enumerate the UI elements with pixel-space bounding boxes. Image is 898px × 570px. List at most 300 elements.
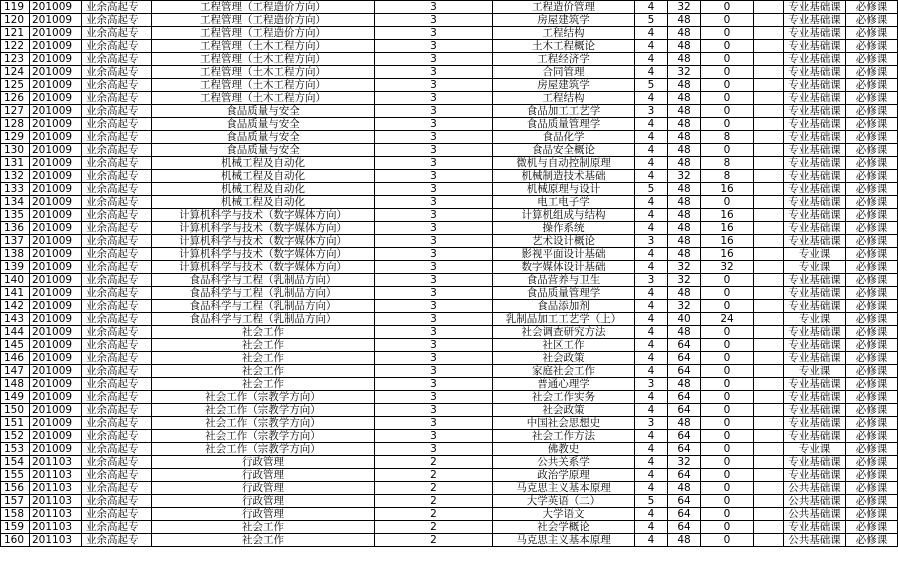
empty-cell[interactable] — [754, 430, 784, 443]
row-number-cell[interactable]: 134 — [1, 196, 30, 209]
course-name-cell[interactable]: 工程造价管理 — [493, 1, 635, 14]
hours-cell[interactable]: 48 — [668, 235, 701, 248]
course-category-cell[interactable]: 专业基础课 — [784, 92, 846, 105]
hours-cell[interactable]: 64 — [668, 365, 701, 378]
course-name-cell[interactable]: 大学英语（二） — [493, 495, 635, 508]
requirement-cell[interactable]: 必修课 — [846, 1, 898, 14]
term-code-cell[interactable]: 201009 — [30, 326, 82, 339]
lab-hours-cell[interactable]: 8 — [701, 131, 754, 144]
requirement-cell[interactable]: 必修课 — [846, 378, 898, 391]
row-number-cell[interactable]: 153 — [1, 443, 30, 456]
row-number-cell[interactable]: 136 — [1, 222, 30, 235]
credit-cell[interactable]: 3 — [635, 378, 668, 391]
credit-cell[interactable]: 5 — [635, 79, 668, 92]
study-type-cell[interactable]: 业余高起专 — [82, 79, 152, 92]
hours-cell[interactable]: 48 — [668, 248, 701, 261]
study-type-cell[interactable]: 业余高起专 — [82, 1, 152, 14]
lab-hours-cell[interactable]: 16 — [701, 235, 754, 248]
study-type-cell[interactable]: 业余高起专 — [82, 339, 152, 352]
duration-cell[interactable]: 3 — [375, 313, 493, 326]
major-cell[interactable]: 社会工作 — [152, 365, 375, 378]
course-name-cell[interactable]: 工程结构 — [493, 27, 635, 40]
credit-cell[interactable]: 4 — [635, 313, 668, 326]
term-code-cell[interactable]: 201009 — [30, 170, 82, 183]
empty-cell[interactable] — [754, 391, 784, 404]
major-cell[interactable]: 社会工作 — [152, 326, 375, 339]
credit-cell[interactable]: 4 — [635, 209, 668, 222]
lab-hours-cell[interactable]: 0 — [701, 196, 754, 209]
requirement-cell[interactable]: 必修课 — [846, 261, 898, 274]
credit-cell[interactable]: 4 — [635, 144, 668, 157]
study-type-cell[interactable]: 业余高起专 — [82, 118, 152, 131]
credit-cell[interactable]: 4 — [635, 326, 668, 339]
major-cell[interactable]: 社会工作（宗教学方向） — [152, 391, 375, 404]
lab-hours-cell[interactable]: 16 — [701, 248, 754, 261]
empty-cell[interactable] — [754, 352, 784, 365]
empty-cell[interactable] — [754, 27, 784, 40]
lab-hours-cell[interactable]: 0 — [701, 92, 754, 105]
duration-cell[interactable]: 3 — [375, 79, 493, 92]
hours-cell[interactable]: 48 — [668, 326, 701, 339]
row-number-cell[interactable]: 124 — [1, 66, 30, 79]
major-cell[interactable]: 社会工作（宗教学方向） — [152, 430, 375, 443]
requirement-cell[interactable]: 必修课 — [846, 430, 898, 443]
term-code-cell[interactable]: 201009 — [30, 183, 82, 196]
credit-cell[interactable]: 4 — [635, 430, 668, 443]
credit-cell[interactable]: 4 — [635, 222, 668, 235]
study-type-cell[interactable]: 业余高起专 — [82, 495, 152, 508]
hours-cell[interactable]: 64 — [668, 339, 701, 352]
credit-cell[interactable]: 3 — [635, 235, 668, 248]
study-type-cell[interactable]: 业余高起专 — [82, 170, 152, 183]
course-category-cell[interactable]: 专业课 — [784, 443, 846, 456]
credit-cell[interactable]: 5 — [635, 495, 668, 508]
major-cell[interactable]: 行政管理 — [152, 456, 375, 469]
credit-cell[interactable]: 4 — [635, 404, 668, 417]
hours-cell[interactable]: 32 — [668, 170, 701, 183]
study-type-cell[interactable]: 业余高起专 — [82, 378, 152, 391]
lab-hours-cell[interactable]: 0 — [701, 66, 754, 79]
duration-cell[interactable]: 3 — [375, 1, 493, 14]
hours-cell[interactable]: 48 — [668, 92, 701, 105]
course-name-cell[interactable]: 社会调查研究方法 — [493, 326, 635, 339]
major-cell[interactable]: 社会工作（宗教学方向） — [152, 404, 375, 417]
requirement-cell[interactable]: 必修课 — [846, 495, 898, 508]
lab-hours-cell[interactable]: 0 — [701, 495, 754, 508]
requirement-cell[interactable]: 必修课 — [846, 404, 898, 417]
course-category-cell[interactable]: 专业基础课 — [784, 209, 846, 222]
major-cell[interactable]: 机械工程及自动化 — [152, 196, 375, 209]
empty-cell[interactable] — [754, 40, 784, 53]
hours-cell[interactable]: 48 — [668, 157, 701, 170]
empty-cell[interactable] — [754, 66, 784, 79]
requirement-cell[interactable]: 必修课 — [846, 92, 898, 105]
hours-cell[interactable]: 48 — [668, 27, 701, 40]
study-type-cell[interactable]: 业余高起专 — [82, 144, 152, 157]
requirement-cell[interactable]: 必修课 — [846, 339, 898, 352]
requirement-cell[interactable]: 必修课 — [846, 222, 898, 235]
study-type-cell[interactable]: 业余高起专 — [82, 105, 152, 118]
hours-cell[interactable]: 48 — [668, 287, 701, 300]
empty-cell[interactable] — [754, 482, 784, 495]
lab-hours-cell[interactable]: 0 — [701, 287, 754, 300]
term-code-cell[interactable]: 201009 — [30, 248, 82, 261]
study-type-cell[interactable]: 业余高起专 — [82, 417, 152, 430]
lab-hours-cell[interactable]: 0 — [701, 118, 754, 131]
row-number-cell[interactable]: 154 — [1, 456, 30, 469]
credit-cell[interactable]: 4 — [635, 170, 668, 183]
lab-hours-cell[interactable]: 0 — [701, 300, 754, 313]
lab-hours-cell[interactable]: 0 — [701, 79, 754, 92]
credit-cell[interactable]: 4 — [635, 248, 668, 261]
course-name-cell[interactable]: 房屋建筑学 — [493, 14, 635, 27]
row-number-cell[interactable]: 159 — [1, 521, 30, 534]
empty-cell[interactable] — [754, 313, 784, 326]
credit-cell[interactable]: 3 — [635, 105, 668, 118]
credit-cell[interactable]: 5 — [635, 14, 668, 27]
major-cell[interactable]: 食品科学与工程（乳制品方向） — [152, 313, 375, 326]
course-name-cell[interactable]: 影视平面设计基础 — [493, 248, 635, 261]
term-code-cell[interactable]: 201009 — [30, 443, 82, 456]
hours-cell[interactable]: 40 — [668, 313, 701, 326]
lab-hours-cell[interactable]: 16 — [701, 183, 754, 196]
major-cell[interactable]: 行政管理 — [152, 469, 375, 482]
empty-cell[interactable] — [754, 209, 784, 222]
lab-hours-cell[interactable]: 0 — [701, 417, 754, 430]
requirement-cell[interactable]: 必修课 — [846, 235, 898, 248]
credit-cell[interactable]: 4 — [635, 131, 668, 144]
study-type-cell[interactable]: 业余高起专 — [82, 14, 152, 27]
course-name-cell[interactable]: 食品安全概论 — [493, 144, 635, 157]
lab-hours-cell[interactable]: 0 — [701, 482, 754, 495]
lab-hours-cell[interactable]: 0 — [701, 53, 754, 66]
term-code-cell[interactable]: 201009 — [30, 66, 82, 79]
requirement-cell[interactable]: 必修课 — [846, 326, 898, 339]
term-code-cell[interactable]: 201009 — [30, 92, 82, 105]
term-code-cell[interactable]: 201009 — [30, 378, 82, 391]
study-type-cell[interactable]: 业余高起专 — [82, 261, 152, 274]
requirement-cell[interactable]: 必修课 — [846, 27, 898, 40]
lab-hours-cell[interactable]: 0 — [701, 404, 754, 417]
requirement-cell[interactable]: 必修课 — [846, 170, 898, 183]
term-code-cell[interactable]: 201103 — [30, 456, 82, 469]
duration-cell[interactable]: 3 — [375, 170, 493, 183]
term-code-cell[interactable]: 201009 — [30, 40, 82, 53]
duration-cell[interactable]: 3 — [375, 209, 493, 222]
row-number-cell[interactable]: 123 — [1, 53, 30, 66]
study-type-cell[interactable]: 业余高起专 — [82, 508, 152, 521]
study-type-cell[interactable]: 业余高起专 — [82, 404, 152, 417]
major-cell[interactable]: 机械工程及自动化 — [152, 170, 375, 183]
lab-hours-cell[interactable]: 0 — [701, 14, 754, 27]
term-code-cell[interactable]: 201009 — [30, 209, 82, 222]
empty-cell[interactable] — [754, 326, 784, 339]
lab-hours-cell[interactable]: 0 — [701, 1, 754, 14]
course-name-cell[interactable]: 社会工作实务 — [493, 391, 635, 404]
course-name-cell[interactable]: 数字媒体设计基础 — [493, 261, 635, 274]
duration-cell[interactable]: 3 — [375, 287, 493, 300]
course-category-cell[interactable]: 专业基础课 — [784, 66, 846, 79]
term-code-cell[interactable]: 201009 — [30, 222, 82, 235]
duration-cell[interactable]: 3 — [375, 300, 493, 313]
requirement-cell[interactable]: 必修课 — [846, 443, 898, 456]
hours-cell[interactable]: 32 — [668, 300, 701, 313]
course-category-cell[interactable]: 专业基础课 — [784, 235, 846, 248]
course-name-cell[interactable]: 社会政策 — [493, 404, 635, 417]
duration-cell[interactable]: 3 — [375, 404, 493, 417]
major-cell[interactable]: 食品质量与安全 — [152, 118, 375, 131]
row-number-cell[interactable]: 127 — [1, 105, 30, 118]
course-name-cell[interactable]: 操作系统 — [493, 222, 635, 235]
requirement-cell[interactable]: 必修课 — [846, 300, 898, 313]
row-number-cell[interactable]: 143 — [1, 313, 30, 326]
course-category-cell[interactable]: 专业基础课 — [784, 326, 846, 339]
term-code-cell[interactable]: 201009 — [30, 144, 82, 157]
row-number-cell[interactable]: 144 — [1, 326, 30, 339]
hours-cell[interactable]: 64 — [668, 430, 701, 443]
term-code-cell[interactable]: 201009 — [30, 313, 82, 326]
requirement-cell[interactable]: 必修课 — [846, 157, 898, 170]
lab-hours-cell[interactable]: 0 — [701, 443, 754, 456]
duration-cell[interactable]: 3 — [375, 222, 493, 235]
row-number-cell[interactable]: 147 — [1, 365, 30, 378]
lab-hours-cell[interactable]: 0 — [701, 40, 754, 53]
term-code-cell[interactable]: 201009 — [30, 365, 82, 378]
course-category-cell[interactable]: 专业课 — [784, 261, 846, 274]
term-code-cell[interactable]: 201009 — [30, 300, 82, 313]
course-category-cell[interactable]: 专业基础课 — [784, 53, 846, 66]
major-cell[interactable]: 计算机科学与技术（数字媒体方向） — [152, 261, 375, 274]
empty-cell[interactable] — [754, 222, 784, 235]
term-code-cell[interactable]: 201009 — [30, 118, 82, 131]
course-name-cell[interactable]: 微机与自动控制原理 — [493, 157, 635, 170]
row-number-cell[interactable]: 133 — [1, 183, 30, 196]
credit-cell[interactable]: 4 — [635, 352, 668, 365]
course-category-cell[interactable]: 专业课 — [784, 313, 846, 326]
credit-cell[interactable]: 4 — [635, 508, 668, 521]
term-code-cell[interactable]: 201103 — [30, 482, 82, 495]
study-type-cell[interactable]: 业余高起专 — [82, 287, 152, 300]
study-type-cell[interactable]: 业余高起专 — [82, 313, 152, 326]
course-category-cell[interactable]: 专业基础课 — [784, 417, 846, 430]
term-code-cell[interactable]: 201009 — [30, 352, 82, 365]
credit-cell[interactable]: 5 — [635, 183, 668, 196]
hours-cell[interactable]: 48 — [668, 40, 701, 53]
row-number-cell[interactable]: 160 — [1, 534, 30, 547]
empty-cell[interactable] — [754, 469, 784, 482]
duration-cell[interactable]: 3 — [375, 92, 493, 105]
duration-cell[interactable]: 2 — [375, 456, 493, 469]
lab-hours-cell[interactable]: 0 — [701, 521, 754, 534]
lab-hours-cell[interactable]: 0 — [701, 365, 754, 378]
empty-cell[interactable] — [754, 170, 784, 183]
requirement-cell[interactable]: 必修课 — [846, 66, 898, 79]
term-code-cell[interactable]: 201009 — [30, 79, 82, 92]
empty-cell[interactable] — [754, 131, 784, 144]
course-name-cell[interactable]: 艺术设计概论 — [493, 235, 635, 248]
row-number-cell[interactable]: 141 — [1, 287, 30, 300]
course-category-cell[interactable]: 专业基础课 — [784, 170, 846, 183]
course-category-cell[interactable]: 专业基础课 — [784, 222, 846, 235]
empty-cell[interactable] — [754, 235, 784, 248]
major-cell[interactable]: 食品科学与工程（乳制品方向） — [152, 300, 375, 313]
credit-cell[interactable]: 4 — [635, 196, 668, 209]
duration-cell[interactable]: 3 — [375, 248, 493, 261]
credit-cell[interactable]: 4 — [635, 534, 668, 547]
duration-cell[interactable]: 2 — [375, 469, 493, 482]
duration-cell[interactable]: 3 — [375, 352, 493, 365]
row-number-cell[interactable]: 135 — [1, 209, 30, 222]
hours-cell[interactable]: 64 — [668, 469, 701, 482]
course-category-cell[interactable]: 专业基础课 — [784, 118, 846, 131]
requirement-cell[interactable]: 必修课 — [846, 352, 898, 365]
course-name-cell[interactable]: 乳制品加工工艺学（上） — [493, 313, 635, 326]
course-category-cell[interactable]: 专业基础课 — [784, 144, 846, 157]
duration-cell[interactable]: 2 — [375, 495, 493, 508]
empty-cell[interactable] — [754, 365, 784, 378]
empty-cell[interactable] — [754, 1, 784, 14]
major-cell[interactable]: 行政管理 — [152, 508, 375, 521]
hours-cell[interactable]: 48 — [668, 534, 701, 547]
course-category-cell[interactable]: 专业基础课 — [784, 14, 846, 27]
major-cell[interactable]: 计算机科学与技术（数字媒体方向） — [152, 248, 375, 261]
credit-cell[interactable]: 4 — [635, 339, 668, 352]
duration-cell[interactable]: 3 — [375, 66, 493, 79]
term-code-cell[interactable]: 201009 — [30, 235, 82, 248]
row-number-cell[interactable]: 152 — [1, 430, 30, 443]
credit-cell[interactable]: 3 — [635, 417, 668, 430]
course-category-cell[interactable]: 公共基础课 — [784, 534, 846, 547]
course-name-cell[interactable]: 大学语文 — [493, 508, 635, 521]
requirement-cell[interactable]: 必修课 — [846, 417, 898, 430]
duration-cell[interactable]: 3 — [375, 443, 493, 456]
course-name-cell[interactable]: 公共关系学 — [493, 456, 635, 469]
term-code-cell[interactable]: 201009 — [30, 131, 82, 144]
row-number-cell[interactable]: 158 — [1, 508, 30, 521]
credit-cell[interactable]: 4 — [635, 521, 668, 534]
credit-cell[interactable]: 4 — [635, 482, 668, 495]
study-type-cell[interactable]: 业余高起专 — [82, 66, 152, 79]
major-cell[interactable]: 食品质量与安全 — [152, 144, 375, 157]
course-name-cell[interactable]: 社会工作方法 — [493, 430, 635, 443]
course-name-cell[interactable]: 食品添加剂 — [493, 300, 635, 313]
lab-hours-cell[interactable]: 8 — [701, 170, 754, 183]
course-category-cell[interactable]: 专业基础课 — [784, 27, 846, 40]
term-code-cell[interactable]: 201009 — [30, 157, 82, 170]
row-number-cell[interactable]: 128 — [1, 118, 30, 131]
major-cell[interactable]: 工程管理（土木工程方向） — [152, 40, 375, 53]
credit-cell[interactable]: 4 — [635, 261, 668, 274]
course-category-cell[interactable]: 专业基础课 — [784, 430, 846, 443]
course-name-cell[interactable]: 土木工程概论 — [493, 40, 635, 53]
duration-cell[interactable]: 3 — [375, 326, 493, 339]
course-category-cell[interactable]: 专业基础课 — [784, 456, 846, 469]
study-type-cell[interactable]: 业余高起专 — [82, 157, 152, 170]
course-name-cell[interactable]: 普通心理学 — [493, 378, 635, 391]
term-code-cell[interactable]: 201009 — [30, 196, 82, 209]
course-category-cell[interactable]: 专业基础课 — [784, 131, 846, 144]
duration-cell[interactable]: 2 — [375, 521, 493, 534]
course-category-cell[interactable]: 公共基础课 — [784, 508, 846, 521]
hours-cell[interactable]: 64 — [668, 508, 701, 521]
major-cell[interactable]: 工程管理（土木工程方向） — [152, 79, 375, 92]
credit-cell[interactable]: 4 — [635, 66, 668, 79]
empty-cell[interactable] — [754, 53, 784, 66]
credit-cell[interactable]: 4 — [635, 1, 668, 14]
empty-cell[interactable] — [754, 157, 784, 170]
major-cell[interactable]: 食品质量与安全 — [152, 105, 375, 118]
credit-cell[interactable]: 4 — [635, 443, 668, 456]
requirement-cell[interactable]: 必修课 — [846, 456, 898, 469]
course-category-cell[interactable]: 专业基础课 — [784, 378, 846, 391]
duration-cell[interactable]: 3 — [375, 14, 493, 27]
row-number-cell[interactable]: 146 — [1, 352, 30, 365]
term-code-cell[interactable]: 201103 — [30, 469, 82, 482]
major-cell[interactable]: 社会工作（宗教学方向） — [152, 443, 375, 456]
empty-cell[interactable] — [754, 92, 784, 105]
credit-cell[interactable]: 4 — [635, 27, 668, 40]
duration-cell[interactable]: 3 — [375, 417, 493, 430]
requirement-cell[interactable]: 必修课 — [846, 482, 898, 495]
study-type-cell[interactable]: 业余高起专 — [82, 326, 152, 339]
study-type-cell[interactable]: 业余高起专 — [82, 53, 152, 66]
duration-cell[interactable]: 3 — [375, 430, 493, 443]
lab-hours-cell[interactable]: 0 — [701, 352, 754, 365]
lab-hours-cell[interactable]: 0 — [701, 469, 754, 482]
hours-cell[interactable]: 64 — [668, 443, 701, 456]
lab-hours-cell[interactable]: 0 — [701, 456, 754, 469]
hours-cell[interactable]: 48 — [668, 131, 701, 144]
duration-cell[interactable]: 3 — [375, 144, 493, 157]
lab-hours-cell[interactable]: 0 — [701, 378, 754, 391]
term-code-cell[interactable]: 201103 — [30, 508, 82, 521]
major-cell[interactable]: 工程管理（土木工程方向） — [152, 66, 375, 79]
duration-cell[interactable]: 3 — [375, 365, 493, 378]
row-number-cell[interactable]: 126 — [1, 92, 30, 105]
term-code-cell[interactable]: 201009 — [30, 14, 82, 27]
duration-cell[interactable]: 2 — [375, 482, 493, 495]
credit-cell[interactable]: 4 — [635, 391, 668, 404]
empty-cell[interactable] — [754, 144, 784, 157]
hours-cell[interactable]: 48 — [668, 14, 701, 27]
term-code-cell[interactable]: 201103 — [30, 495, 82, 508]
duration-cell[interactable]: 3 — [375, 131, 493, 144]
term-code-cell[interactable]: 201009 — [30, 274, 82, 287]
term-code-cell[interactable]: 201009 — [30, 1, 82, 14]
duration-cell[interactable]: 3 — [375, 118, 493, 131]
major-cell[interactable]: 食品科学与工程（乳制品方向） — [152, 274, 375, 287]
credit-cell[interactable]: 4 — [635, 40, 668, 53]
requirement-cell[interactable]: 必修课 — [846, 248, 898, 261]
course-category-cell[interactable]: 专业基础课 — [784, 300, 846, 313]
course-name-cell[interactable]: 电工电子学 — [493, 196, 635, 209]
major-cell[interactable]: 计算机科学与技术（数字媒体方向） — [152, 222, 375, 235]
row-number-cell[interactable]: 140 — [1, 274, 30, 287]
course-name-cell[interactable]: 食品营养与卫生 — [493, 274, 635, 287]
row-number-cell[interactable]: 132 — [1, 170, 30, 183]
study-type-cell[interactable]: 业余高起专 — [82, 131, 152, 144]
hours-cell[interactable]: 48 — [668, 183, 701, 196]
course-name-cell[interactable]: 计算机组成与结构 — [493, 209, 635, 222]
study-type-cell[interactable]: 业余高起专 — [82, 235, 152, 248]
duration-cell[interactable]: 2 — [375, 534, 493, 547]
row-number-cell[interactable]: 151 — [1, 417, 30, 430]
row-number-cell[interactable]: 148 — [1, 378, 30, 391]
hours-cell[interactable]: 48 — [668, 222, 701, 235]
credit-cell[interactable]: 4 — [635, 365, 668, 378]
course-name-cell[interactable]: 食品化学 — [493, 131, 635, 144]
course-category-cell[interactable]: 专业基础课 — [784, 521, 846, 534]
